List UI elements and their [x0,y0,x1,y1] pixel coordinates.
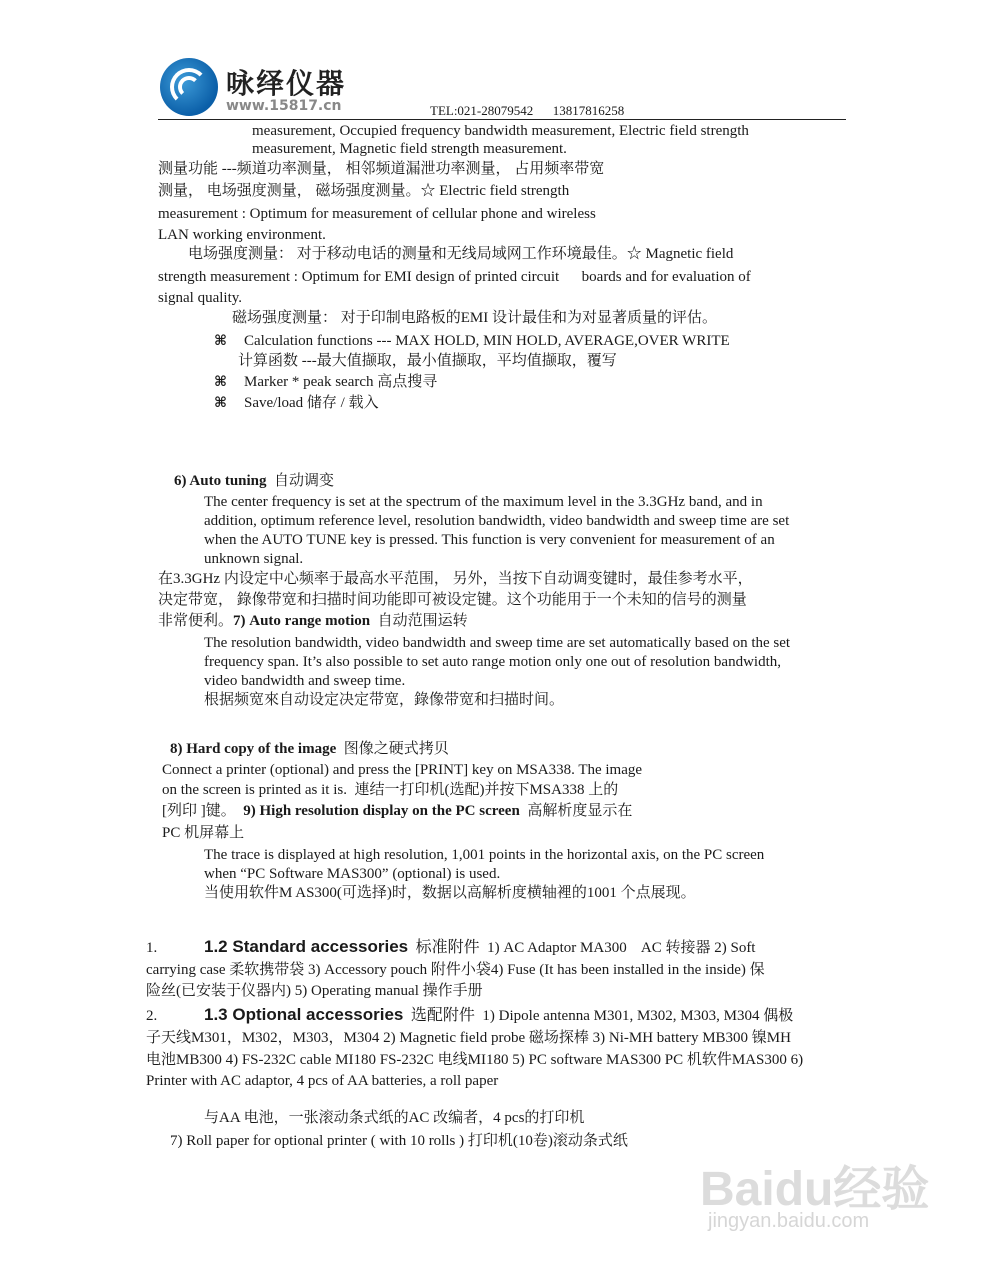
paragraph-line: when the AUTO TUNE key is pressed. This function is very convenient for measurement of an [204,532,775,548]
bullet-icon: ⌘ [214,374,227,390]
baidu-watermark [700,1150,950,1250]
section-7-title-cn: 自动范围运转 [377,613,468,629]
paragraph-line: The center frequency is set at the spectrum of the maximum level in the 3.3GHz band, and in [204,494,763,510]
text-line: 测量， 电场强度测量， 磁场强度测量。☆ Electric field strength [158,183,570,199]
paragraph-line: PC 机屏幕上 [162,825,245,841]
paragraph-line: unknown signal. [204,551,304,567]
text-line: measurement, Occupied frequency bandwidth measurement, Electric field strength [252,123,749,139]
section-6-title: 6) Auto tuning [174,473,267,489]
logo-signal-icon [160,58,218,116]
paragraph-line: 电池MB300 4) FS-232C cable MI180 FS-232C 电线MI180 5) PC software MAS300 PC 机软件MAS300 6) [146,1052,804,1068]
accessories-standard-title: 1.2 Standard accessories [204,937,409,956]
text-line: measurement : Optimum for measurement of cellular phone and wireless [158,206,596,222]
paragraph-line: The resolution bandwidth, video bandwidth and sweep time are set automatically based on the set [204,635,791,651]
text-line: 测量功能 ---频道功率测量， 相邻频道漏泄功率测量， 占用频率带宽 [158,161,605,177]
section-9-title: 9) High resolution display on the PC screen [243,803,520,819]
paragraph-line: carrying case 柔软携带袋 3) Accessory pouch 附件小袋4) Fuse (It has been installed in the inside) 保 [146,962,765,978]
list-item-cn: 计算函数 ---最大值撷取，最小值撷取，平均值撷取，覆写 [238,353,617,369]
section-9-title-cn: 高解析度显示在 [527,803,633,819]
paragraph-line: [列印 ]键。 [162,803,236,819]
watermark-url: jingyan.baidu.com [708,1210,870,1232]
accessories-optional-title-cn: 选配附件 [410,1007,475,1024]
paragraph-line: when “PC Software MAS300” (optional) is used. [204,866,501,882]
accessories-optional-title: 1.3 Optional accessories [204,1005,404,1024]
section-heading [174,474,334,489]
paragraph-line: 当使用软件M AS300(可选择)时，数据以高解析度横轴裡的1001 个点展现。 [204,885,696,901]
paragraph-line: Printer with AC adaptor, 4 pcs of AA batteries, a roll paper [146,1073,499,1089]
paragraph-line: 在3.3GHz 内设定中心频率于最高水平范围， 另外，当按下自动调变键时，最佳参考水平， [158,571,753,587]
brand-name: 咏绎仪器 [226,67,347,100]
text-line: strength measurement : Optimum for EMI design of printed circuit boards and for evaluation of [158,269,751,285]
section-heading [204,938,755,956]
section-heading [170,742,449,757]
company-logo [160,58,380,122]
paragraph-line: video bandwidth and sweep time. [204,673,406,689]
paragraph-line: Connect a printer (optional) and press the [PRINT] key on MSA338. The image [162,762,643,778]
section-heading [162,804,632,819]
list-number: 2. [146,1008,158,1024]
section-heading [204,1006,793,1024]
paragraph-line: 决定带宽， 錄像带宽和扫描时间功能即可被设定键。这个功能用于一个未知的信号的测量 [158,592,747,608]
paragraph-line: frequency span. It’s also possible to set auto range motion only one out of resolution bandwidth, [204,654,781,670]
header-contact: TEL:021-28079542 13817816258 [430,103,625,118]
bullet-icon: ⌘ [214,333,227,349]
accessories-standard-title-cn: 标准附件 [415,939,480,956]
list-item: Save/load 储存 / 载入 [244,395,379,411]
section-8-title: 8) Hard copy of the image [170,741,337,757]
paragraph-line: 7) Roll paper for optional printer ( with 10 rolls ) 打印机(10卷)滚动条式纸 [170,1133,628,1149]
text-line: 电场强度测量： 对于移动电话的测量和无线局域网工作环境最佳。☆ Magnetic field [188,246,734,262]
list-item: Marker * peak search 高点搜寻 [244,374,438,390]
watermark-text: Baidu经验 [700,1163,930,1216]
paragraph-line: 1) AC Adaptor MA300 AC 转接器 2) Soft [487,940,756,956]
paragraph-line: addition, optimum reference level, resolution bandwidth, video bandwidth and sweep time are set [204,513,790,529]
header-rule [158,119,846,120]
text-line: measurement, Magnetic field strength measurement. [252,141,567,157]
bullet-icon: ⌘ [214,395,227,411]
paragraph-line: 与AA 电池，一张滚动条式纸的AC 改编者，4 pcs的打印机 [204,1110,585,1126]
paragraph-line: 非常便利。 [158,613,234,629]
paragraph-line: 子天线M301，M302，M303，M304 2) Magnetic field probe 磁场探棒 3) Ni-MH battery MB300 镍MH [146,1030,791,1046]
section-8-title-cn: 图像之硬式拷贝 [343,741,449,757]
text-line: 磁场强度测量： 对于印制电路板的EMI 设计最佳和为对显著质量的评估。 [232,310,717,326]
section-6-title-cn: 自动调变 [274,473,335,489]
paragraph-line: 根据频宽來自动设定决定带宽，錄像带宽和扫描时间。 [204,692,565,708]
paragraph-line: on the screen is printed as it is. 連结一打印机(选配)并按下MSA338 上的 [162,782,619,798]
brand-url: www.15817.cn [226,98,342,114]
paragraph-line: 1) Dipole antenna M301, M302, M303, M304 偶极 [482,1008,794,1024]
list-item: Calculation functions --- MAX HOLD, MIN HOLD, AVERAGE,OVER WRITE [244,333,730,349]
paragraph-line: 险丝(已安装于仪器内) 5) Operating manual 操作手册 [146,983,483,999]
text-line: signal quality. [158,290,243,306]
section-heading [158,614,468,629]
text-line: LAN working environment. [158,227,326,243]
paragraph-line: The trace is displayed at high resolution, 1,001 points in the horizontal axis, on the PC screen [204,847,765,863]
section-7-title: 7) Auto range motion [233,613,371,629]
list-number: 1. [146,940,158,956]
